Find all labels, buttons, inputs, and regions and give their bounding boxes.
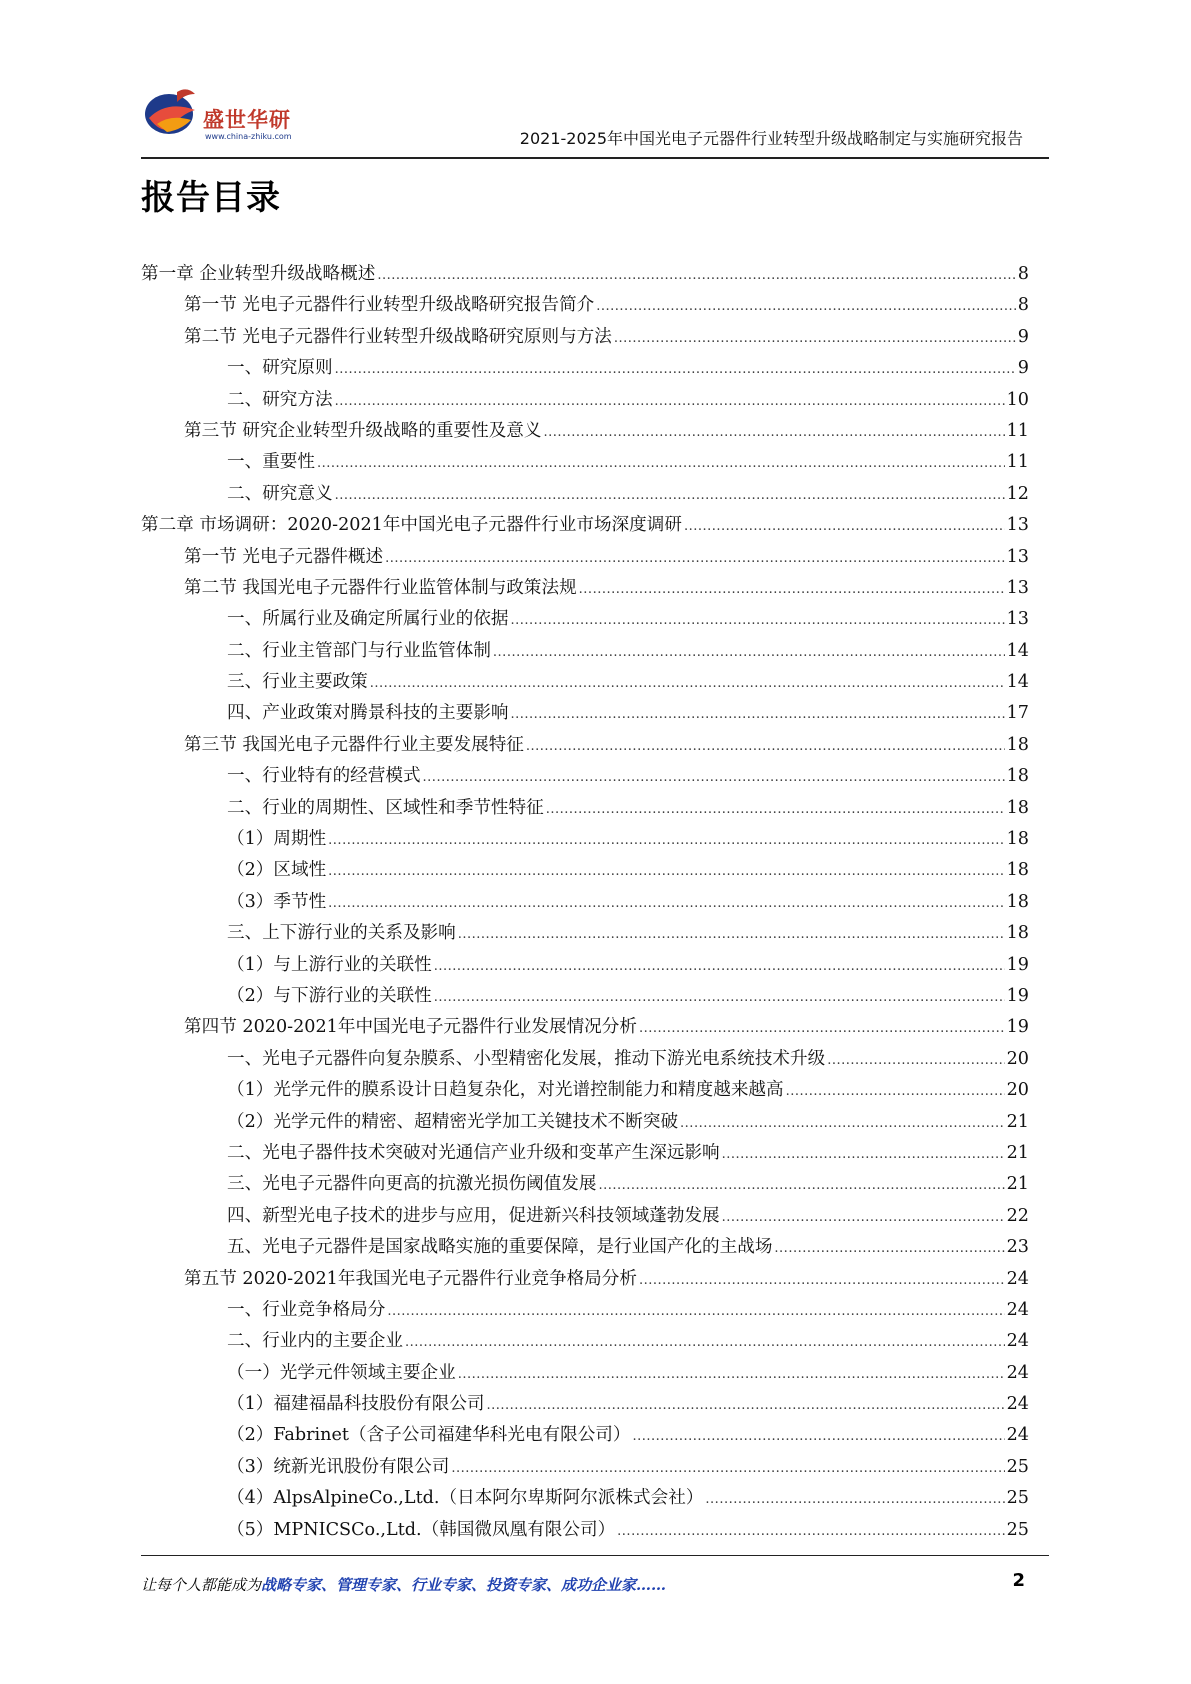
toc-entry-title: 第四节 2020-2021年中国光电子元器件行业发展情况分析 (184, 1017, 637, 1038)
toc-leader-dots (434, 959, 1005, 974)
toc-entry-page: 17 (1006, 703, 1029, 724)
toc-entry[interactable] (141, 919, 1029, 950)
toc-entry-page: 20 (1006, 1080, 1029, 1101)
toc-entry-title: （3）统新光讯股份有限公司 (227, 1456, 450, 1477)
report-title: 2021-2025年中国光电子元器件行业转型升级战略制定与实施研究报告 (519, 129, 1023, 148)
toc-entry-page: 25 (1006, 1456, 1029, 1477)
toc-leader-dots (774, 1241, 1004, 1256)
toc-entry[interactable] (141, 1359, 1029, 1390)
page-title: 报告目录 (141, 178, 281, 218)
toc-leader-dots (596, 299, 1016, 314)
toc-leader-dots (639, 1273, 1005, 1288)
toc-entry-page: 11 (1006, 420, 1029, 441)
toc-entry-title: 一、行业特有的经营模式 (227, 766, 421, 787)
toc-entry-page: 10 (1006, 389, 1029, 410)
toc-entry-page: 14 (1006, 640, 1029, 661)
toc-entry[interactable] (141, 1233, 1029, 1264)
toc-entry-page: 8 (1017, 295, 1029, 316)
toc-leader-dots (328, 833, 1004, 848)
page-header (141, 80, 1047, 158)
toc-entry-page: 23 (1006, 1237, 1029, 1258)
toc-entry-page: 25 (1006, 1488, 1029, 1509)
toc-entry-page: 24 (1006, 1331, 1029, 1352)
logo-emblem-icon (141, 84, 205, 144)
toc-entry[interactable] (141, 605, 1029, 636)
toc-leader-dots (511, 613, 1005, 628)
toc-entry-title: 第五节 2020-2021年我国光电子元器件行业竞争格局分析 (184, 1268, 637, 1289)
toc-entry-page: 19 (1006, 985, 1029, 1006)
table-of-contents (141, 260, 1029, 1547)
toc-leader-dots (377, 268, 1015, 283)
toc-leader-dots (487, 1398, 1005, 1413)
footer-divider (141, 1555, 1049, 1556)
toc-leader-dots (579, 582, 1005, 597)
header-divider (141, 157, 1049, 159)
toc-entry-title: 五、光电子元器件是国家战略实施的重要保障，是行业国产化的主战场 (227, 1237, 773, 1258)
toc-leader-dots (786, 1084, 1005, 1099)
toc-leader-dots (526, 739, 1005, 754)
toc-leader-dots (385, 551, 1004, 566)
toc-entry-title: 三、行业主要政策 (227, 672, 368, 693)
toc-entry-page: 18 (1006, 891, 1029, 912)
toc-entry-title: （5）MPNICSCo.,Ltd.（韩国微凤凰有限公司） (227, 1519, 616, 1540)
toc-leader-dots (617, 1524, 1004, 1539)
toc-leader-dots (543, 425, 1004, 440)
toc-entry-title: 第二节 我国光电子元器件行业监管体制与政策法规 (184, 577, 577, 598)
toc-entry[interactable] (141, 1390, 1029, 1421)
toc-entry-title: 四、新型光电子技术的进步与应用，促进新兴科技领域蓬勃发展 (227, 1205, 720, 1226)
toc-leader-dots (639, 1021, 1005, 1036)
toc-entry[interactable] (141, 1108, 1029, 1139)
toc-entry[interactable] (141, 1421, 1029, 1452)
toc-entry[interactable] (141, 354, 1029, 385)
toc-entry-title: （2）区域性 (227, 860, 327, 881)
footer-slogan (141, 1574, 666, 1595)
toc-entry[interactable] (141, 1013, 1029, 1044)
toc-entry[interactable] (141, 1484, 1029, 1515)
toc-entry-title: 二、研究方法 (227, 389, 333, 410)
toc-leader-dots (458, 1367, 1005, 1382)
toc-entry[interactable] (141, 1076, 1029, 1107)
toc-entry-title: 第三节 研究企业转型升级战略的重要性及意义 (184, 420, 542, 441)
toc-entry-title: 第一节 光电子元器件行业转型升级战略研究报告简介 (184, 295, 595, 316)
toc-entry-title: 二、光电子器件技术突破对光通信产业升级和变革产生深远影响 (227, 1142, 720, 1163)
toc-leader-dots (328, 864, 1004, 879)
toc-entry[interactable] (141, 448, 1029, 479)
toc-entry-title: 一、行业竞争格局分 (227, 1299, 386, 1320)
toc-entry-title: 一、所属行业及确定所属行业的依据 (227, 609, 509, 630)
toc-entry-page: 20 (1006, 1048, 1029, 1069)
toc-entry-page: 18 (1006, 860, 1029, 881)
toc-entry-title: 一、研究原则 (227, 358, 333, 379)
toc-entry-page: 24 (1006, 1268, 1029, 1289)
toc-leader-dots (722, 1210, 1005, 1225)
toc-entry-title: 一、重要性 (227, 452, 315, 473)
toc-entry[interactable] (141, 480, 1029, 511)
toc-entry[interactable] (141, 1265, 1029, 1296)
logo-text: 盛世华研 (203, 108, 291, 132)
toc-entry-title: （1）周期性 (227, 829, 327, 850)
toc-entry-title: 二、行业内的主要企业 (227, 1331, 403, 1352)
toc-entry[interactable] (141, 1296, 1029, 1327)
toc-entry-page: 18 (1006, 797, 1029, 818)
toc-entry[interactable] (141, 1139, 1029, 1170)
toc-leader-dots (405, 1335, 1005, 1350)
toc-entry-page: 13 (1006, 609, 1029, 630)
toc-leader-dots (335, 362, 1016, 377)
toc-leader-dots (387, 1304, 1004, 1319)
toc-leader-dots (493, 645, 1005, 660)
toc-entry-title: 二、研究意义 (227, 483, 333, 504)
toc-entry-title: 二、行业的周期性、区域性和季节性特征 (227, 797, 544, 818)
toc-entry-title: （2）Fabrinet（含子公司福建华科光电有限公司） (227, 1425, 631, 1446)
toc-entry[interactable] (141, 543, 1029, 574)
toc-entry-title: 三、上下游行业的关系及影响 (227, 923, 456, 944)
toc-entry-title: （1）与上游行业的关联性 (227, 954, 432, 975)
toc-entry-page: 19 (1006, 954, 1029, 975)
toc-leader-dots (434, 990, 1005, 1005)
toc-entry-page: 24 (1006, 1299, 1029, 1320)
toc-entry-page: 21 (1006, 1111, 1029, 1132)
toc-entry-page: 19 (1006, 1017, 1029, 1038)
toc-entry-page: 12 (1006, 483, 1029, 504)
toc-entry[interactable] (141, 668, 1029, 699)
toc-leader-dots (705, 1492, 1004, 1507)
toc-entry-page: 13 (1006, 546, 1029, 567)
toc-entry[interactable] (141, 574, 1029, 605)
toc-entry-page: 25 (1006, 1519, 1029, 1540)
toc-entry-title: （一）光学元件领域主要企业 (227, 1362, 456, 1383)
toc-entry-title: 第二章 市场调研：2020-2021年中国光电子元器件行业市场深度调研 (141, 515, 682, 536)
toc-entry-title: 第二节 光电子元器件行业转型升级战略研究原则与方法 (184, 326, 612, 347)
toc-entry-page: 14 (1006, 672, 1029, 693)
company-logo (141, 80, 321, 146)
toc-entry-page: 18 (1006, 829, 1029, 850)
toc-leader-dots (511, 707, 1005, 722)
toc-entry[interactable] (141, 699, 1029, 730)
toc-entry-page: 22 (1006, 1205, 1029, 1226)
toc-entry[interactable] (141, 1170, 1029, 1201)
toc-entry-page: 21 (1006, 1174, 1029, 1195)
toc-entry[interactable] (141, 1516, 1029, 1547)
toc-entry-page: 9 (1017, 358, 1029, 379)
toc-leader-dots (633, 1429, 1005, 1444)
toc-leader-dots (827, 1053, 1004, 1068)
toc-entry-title: （2）与下游行业的关联性 (227, 985, 432, 1006)
toc-entry-title: 一、光电子元器件向复杂膜系、小型精密化发展，推动下游光电系统技术升级 (227, 1048, 826, 1069)
toc-leader-dots (328, 896, 1004, 911)
toc-entry[interactable] (141, 856, 1029, 887)
toc-entry-page: 24 (1006, 1362, 1029, 1383)
toc-entry-title: （3）季节性 (227, 891, 327, 912)
toc-entry-title: 第一节 光电子元器件概述 (184, 546, 384, 567)
toc-entry[interactable] (141, 637, 1029, 668)
toc-leader-dots (614, 331, 1016, 346)
toc-entry[interactable] (141, 731, 1029, 762)
toc-entry[interactable] (141, 794, 1029, 825)
toc-entry-page: 18 (1006, 766, 1029, 787)
logo-url: www.china-zhiku.com (205, 132, 292, 141)
toc-entry-page: 18 (1006, 923, 1029, 944)
toc-entry[interactable] (141, 323, 1029, 354)
toc-entry-page: 18 (1006, 734, 1029, 755)
toc-entry-page: 13 (1006, 577, 1029, 598)
toc-entry[interactable] (141, 951, 1029, 982)
toc-entry-page: 13 (1006, 515, 1029, 536)
toc-entry-title: 三、光电子元器件向更高的抗激光损伤阈值发展 (227, 1174, 597, 1195)
footer-highlight: 战略专家、管理专家、行业专家、投资专家、成功企业家…… (261, 1576, 667, 1594)
toc-entry[interactable] (141, 260, 1029, 291)
toc-leader-dots (335, 488, 1005, 503)
toc-entry-title: 四、产业政策对腾景科技的主要影响 (227, 703, 509, 724)
toc-entry-page: 24 (1006, 1425, 1029, 1446)
toc-entry-title: （2）光学元件的精密、超精密光学加工关键技术不断突破 (227, 1111, 679, 1132)
toc-leader-dots (684, 519, 1005, 534)
toc-entry-title: （1）福建福晶科技股份有限公司 (227, 1394, 485, 1415)
toc-leader-dots (722, 1147, 1005, 1162)
toc-entry[interactable] (141, 417, 1029, 448)
toc-entry[interactable] (141, 1327, 1029, 1358)
toc-leader-dots (546, 802, 1005, 817)
toc-leader-dots (317, 456, 1005, 471)
page-number: 2 (1012, 1570, 1025, 1591)
toc-entry-title: 第三节 我国光电子元器件行业主要发展特征 (184, 734, 524, 755)
toc-entry[interactable] (141, 825, 1029, 856)
toc-entry-page: 8 (1017, 264, 1029, 284)
toc-leader-dots (458, 927, 1005, 942)
toc-entry-page: 21 (1006, 1142, 1029, 1163)
toc-leader-dots (680, 1116, 1005, 1131)
toc-entry[interactable] (141, 1202, 1029, 1233)
toc-leader-dots (451, 1461, 1004, 1476)
toc-entry[interactable] (141, 982, 1029, 1013)
toc-leader-dots (335, 394, 1005, 409)
toc-entry[interactable] (141, 511, 1029, 542)
toc-entry-page: 9 (1017, 326, 1029, 347)
toc-entry-title: （4）AlpsAlpineCo.,Ltd.（日本阿尔卑斯阿尔派株式会社） (227, 1488, 704, 1509)
toc-leader-dots (370, 676, 1005, 691)
toc-entry[interactable] (141, 386, 1029, 417)
footer-prefix: 让每个人都能成为 (141, 1576, 262, 1594)
toc-entry[interactable] (141, 888, 1029, 919)
toc-entry-page: 11 (1006, 452, 1029, 473)
toc-entry[interactable] (141, 1045, 1029, 1076)
toc-leader-dots (598, 1178, 1004, 1193)
toc-entry-title: 二、行业主管部门与行业监管体制 (227, 640, 491, 661)
toc-entry-page: 24 (1006, 1394, 1029, 1415)
toc-entry[interactable] (141, 762, 1029, 793)
toc-entry-title: （1）光学元件的膜系设计日趋复杂化，对光谱控制能力和精度越来越高 (227, 1080, 784, 1101)
toc-leader-dots (423, 770, 1005, 785)
toc-entry-title: 第一章 企业转型升级战略概述 (141, 264, 376, 284)
toc-entry[interactable] (141, 1453, 1029, 1484)
toc-entry[interactable] (141, 291, 1029, 322)
